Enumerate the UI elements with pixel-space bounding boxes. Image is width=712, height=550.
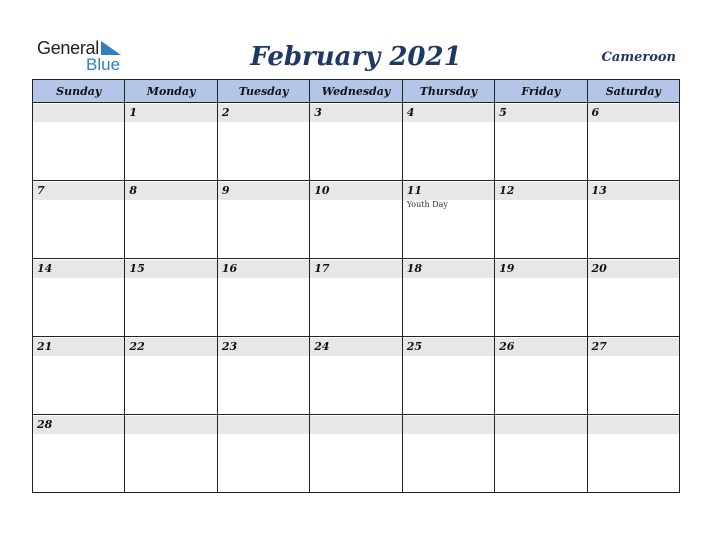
day-cell <box>125 103 217 181</box>
day-cell <box>310 259 402 337</box>
day-number: 26 <box>499 340 515 353</box>
day-cell <box>33 337 125 415</box>
day-number: 19 <box>499 262 515 275</box>
day-number: 1 <box>129 106 138 119</box>
holiday-label: Youth Day <box>406 200 448 209</box>
day-number: 14 <box>37 262 53 275</box>
week-row <box>33 103 680 181</box>
day-cell <box>310 415 402 493</box>
day-cell <box>217 415 309 493</box>
day-number: 4 <box>406 106 415 119</box>
day-cell <box>125 181 217 259</box>
day-cell <box>402 103 494 181</box>
day-number: 13 <box>591 184 607 197</box>
day-cell <box>587 337 679 415</box>
day-cell <box>587 181 679 259</box>
day-cell <box>33 103 125 181</box>
weekday-header: Sunday <box>33 80 125 103</box>
day-cell <box>310 337 402 415</box>
day-number: 16 <box>221 262 238 275</box>
day-cell <box>217 259 309 337</box>
weekday-header-row <box>33 80 680 103</box>
day-number: 28 <box>37 418 53 431</box>
weekday-header: Thursday <box>402 80 494 103</box>
day-number: 9 <box>221 184 230 197</box>
day-number: 21 <box>37 340 53 353</box>
weekday-header: Wednesday <box>310 80 402 103</box>
calendar-title: February 2021 <box>250 42 462 72</box>
logo-general-text: General <box>37 38 99 58</box>
day-cell <box>587 415 679 493</box>
day-cell <box>587 259 679 337</box>
day-cell <box>495 181 587 259</box>
day-cell <box>495 103 587 181</box>
week-row <box>33 415 680 493</box>
day-number: 25 <box>406 340 422 353</box>
day-number: 20 <box>591 262 607 275</box>
day-cell <box>402 259 494 337</box>
day-cell <box>33 259 125 337</box>
day-number: 22 <box>129 340 145 353</box>
day-cell <box>217 103 309 181</box>
calendar-grid <box>32 79 680 493</box>
logo-blue-text: Blue <box>86 55 121 74</box>
day-number: 3 <box>314 106 322 119</box>
day-number: 18 <box>406 262 422 275</box>
day-number: 8 <box>129 184 138 197</box>
day-cell <box>495 415 587 493</box>
day-number: 7 <box>37 184 45 197</box>
day-cell <box>402 337 494 415</box>
week-row <box>33 337 680 415</box>
day-cell <box>217 181 309 259</box>
day-cell <box>495 259 587 337</box>
day-number: 23 <box>221 340 238 353</box>
day-cell <box>402 415 494 493</box>
day-number: 10 <box>314 184 330 197</box>
weekday-header: Saturday <box>587 80 679 103</box>
day-cell <box>33 181 125 259</box>
day-number: 6 <box>591 106 600 119</box>
day-cell <box>33 415 125 493</box>
day-cell <box>125 415 217 493</box>
day-cell <box>217 337 309 415</box>
day-number: 12 <box>499 184 515 197</box>
day-cell <box>310 103 402 181</box>
day-cell <box>310 181 402 259</box>
day-cell <box>587 103 679 181</box>
day-number: 24 <box>314 340 330 353</box>
day-number: 17 <box>314 262 330 275</box>
week-row <box>33 259 680 337</box>
day-cell <box>495 337 587 415</box>
day-number: 11 <box>406 184 422 197</box>
country-name: Cameroon <box>601 50 676 65</box>
day-cell <box>125 259 217 337</box>
weekday-header: Friday <box>495 80 587 103</box>
day-number: 2 <box>221 106 230 119</box>
week-row <box>33 181 680 259</box>
day-number: 5 <box>499 106 507 119</box>
day-number: 15 <box>129 262 145 275</box>
day-number: 27 <box>591 340 607 353</box>
weekday-header: Tuesday <box>217 80 309 103</box>
day-cell <box>402 181 494 259</box>
day-cell <box>125 337 217 415</box>
weekday-header: Monday <box>125 80 217 103</box>
